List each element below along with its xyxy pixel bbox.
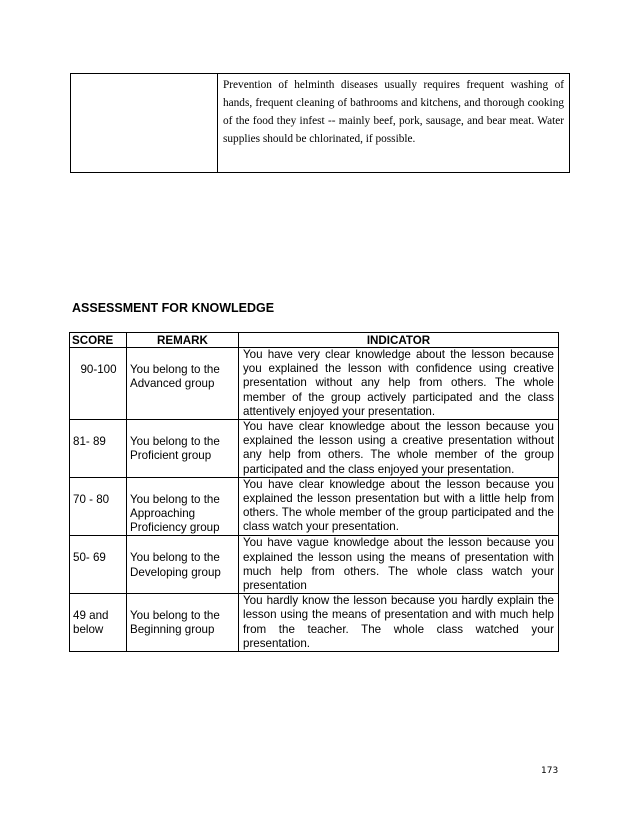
prevention-table xyxy=(70,73,570,173)
table-row xyxy=(70,536,559,594)
indicator-cell: You have clear knowledge about the lesson because you explained the lesson using a creative presentation without any help from others. The whole member of the group participated and the class enjoyed your presentation. xyxy=(239,420,559,478)
score-cell: 49 and below xyxy=(70,594,127,652)
remark-cell: You belong to the Approaching Proficiency group xyxy=(127,477,239,536)
prevention-text: Prevention of helminth diseases usually requires frequent washing of hands, frequent cleaning of bathrooms and kitchens, and thorough cooking of the food they infest -- mainly beef, pork, sausage, and bear meat. Water supplies should be chlorinated, if possible. xyxy=(218,74,570,173)
table-row xyxy=(70,420,559,478)
score-cell: 90-100 xyxy=(70,348,127,420)
table-row xyxy=(70,348,559,420)
table-row xyxy=(70,477,559,536)
header-score: SCORE xyxy=(70,333,127,348)
header-indicator: INDICATOR xyxy=(239,333,559,348)
score-cell: 50- 69 xyxy=(70,536,127,594)
assessment-heading: ASSESSMENT FOR KNOWLEDGE xyxy=(72,301,275,315)
score-cell: 70 - 80 xyxy=(70,477,127,536)
score-cell: 81- 89 xyxy=(70,420,127,478)
header-row xyxy=(70,333,559,348)
assessment-table xyxy=(69,332,559,652)
empty-cell xyxy=(71,74,218,173)
remark-cell: You belong to the Beginning group xyxy=(127,594,239,652)
indicator-cell: You have vague knowledge about the lesson because you explained the lesson using the means of presentation with much help from others. The whole class watch your presentation xyxy=(239,536,559,594)
header-remark: REMARK xyxy=(127,333,239,348)
remark-cell: You belong to the Developing group xyxy=(127,536,239,594)
indicator-cell: You have very clear knowledge about the lesson because you explained the lesson with confidence using creative presentation without any help from others. The whole member of the group actively participated and the class attentively enjoyed your presentation. xyxy=(239,348,559,420)
table-row xyxy=(70,594,559,652)
remark-cell: You belong to the Advanced group xyxy=(127,348,239,420)
page-number: 173 xyxy=(541,766,559,776)
indicator-cell: You hardly know the lesson because you hardly explain the lesson using the means of presentation and with much help from the teacher. The whole class watched your presentation. xyxy=(239,594,559,652)
remark-cell: You belong to the Proficient group xyxy=(127,420,239,478)
prevention-row xyxy=(71,74,570,173)
indicator-cell: You have clear knowledge about the lesson because you explained the lesson presentation but with a little help from others. The whole member of the group participated and the class watch your presentation. xyxy=(239,477,559,536)
